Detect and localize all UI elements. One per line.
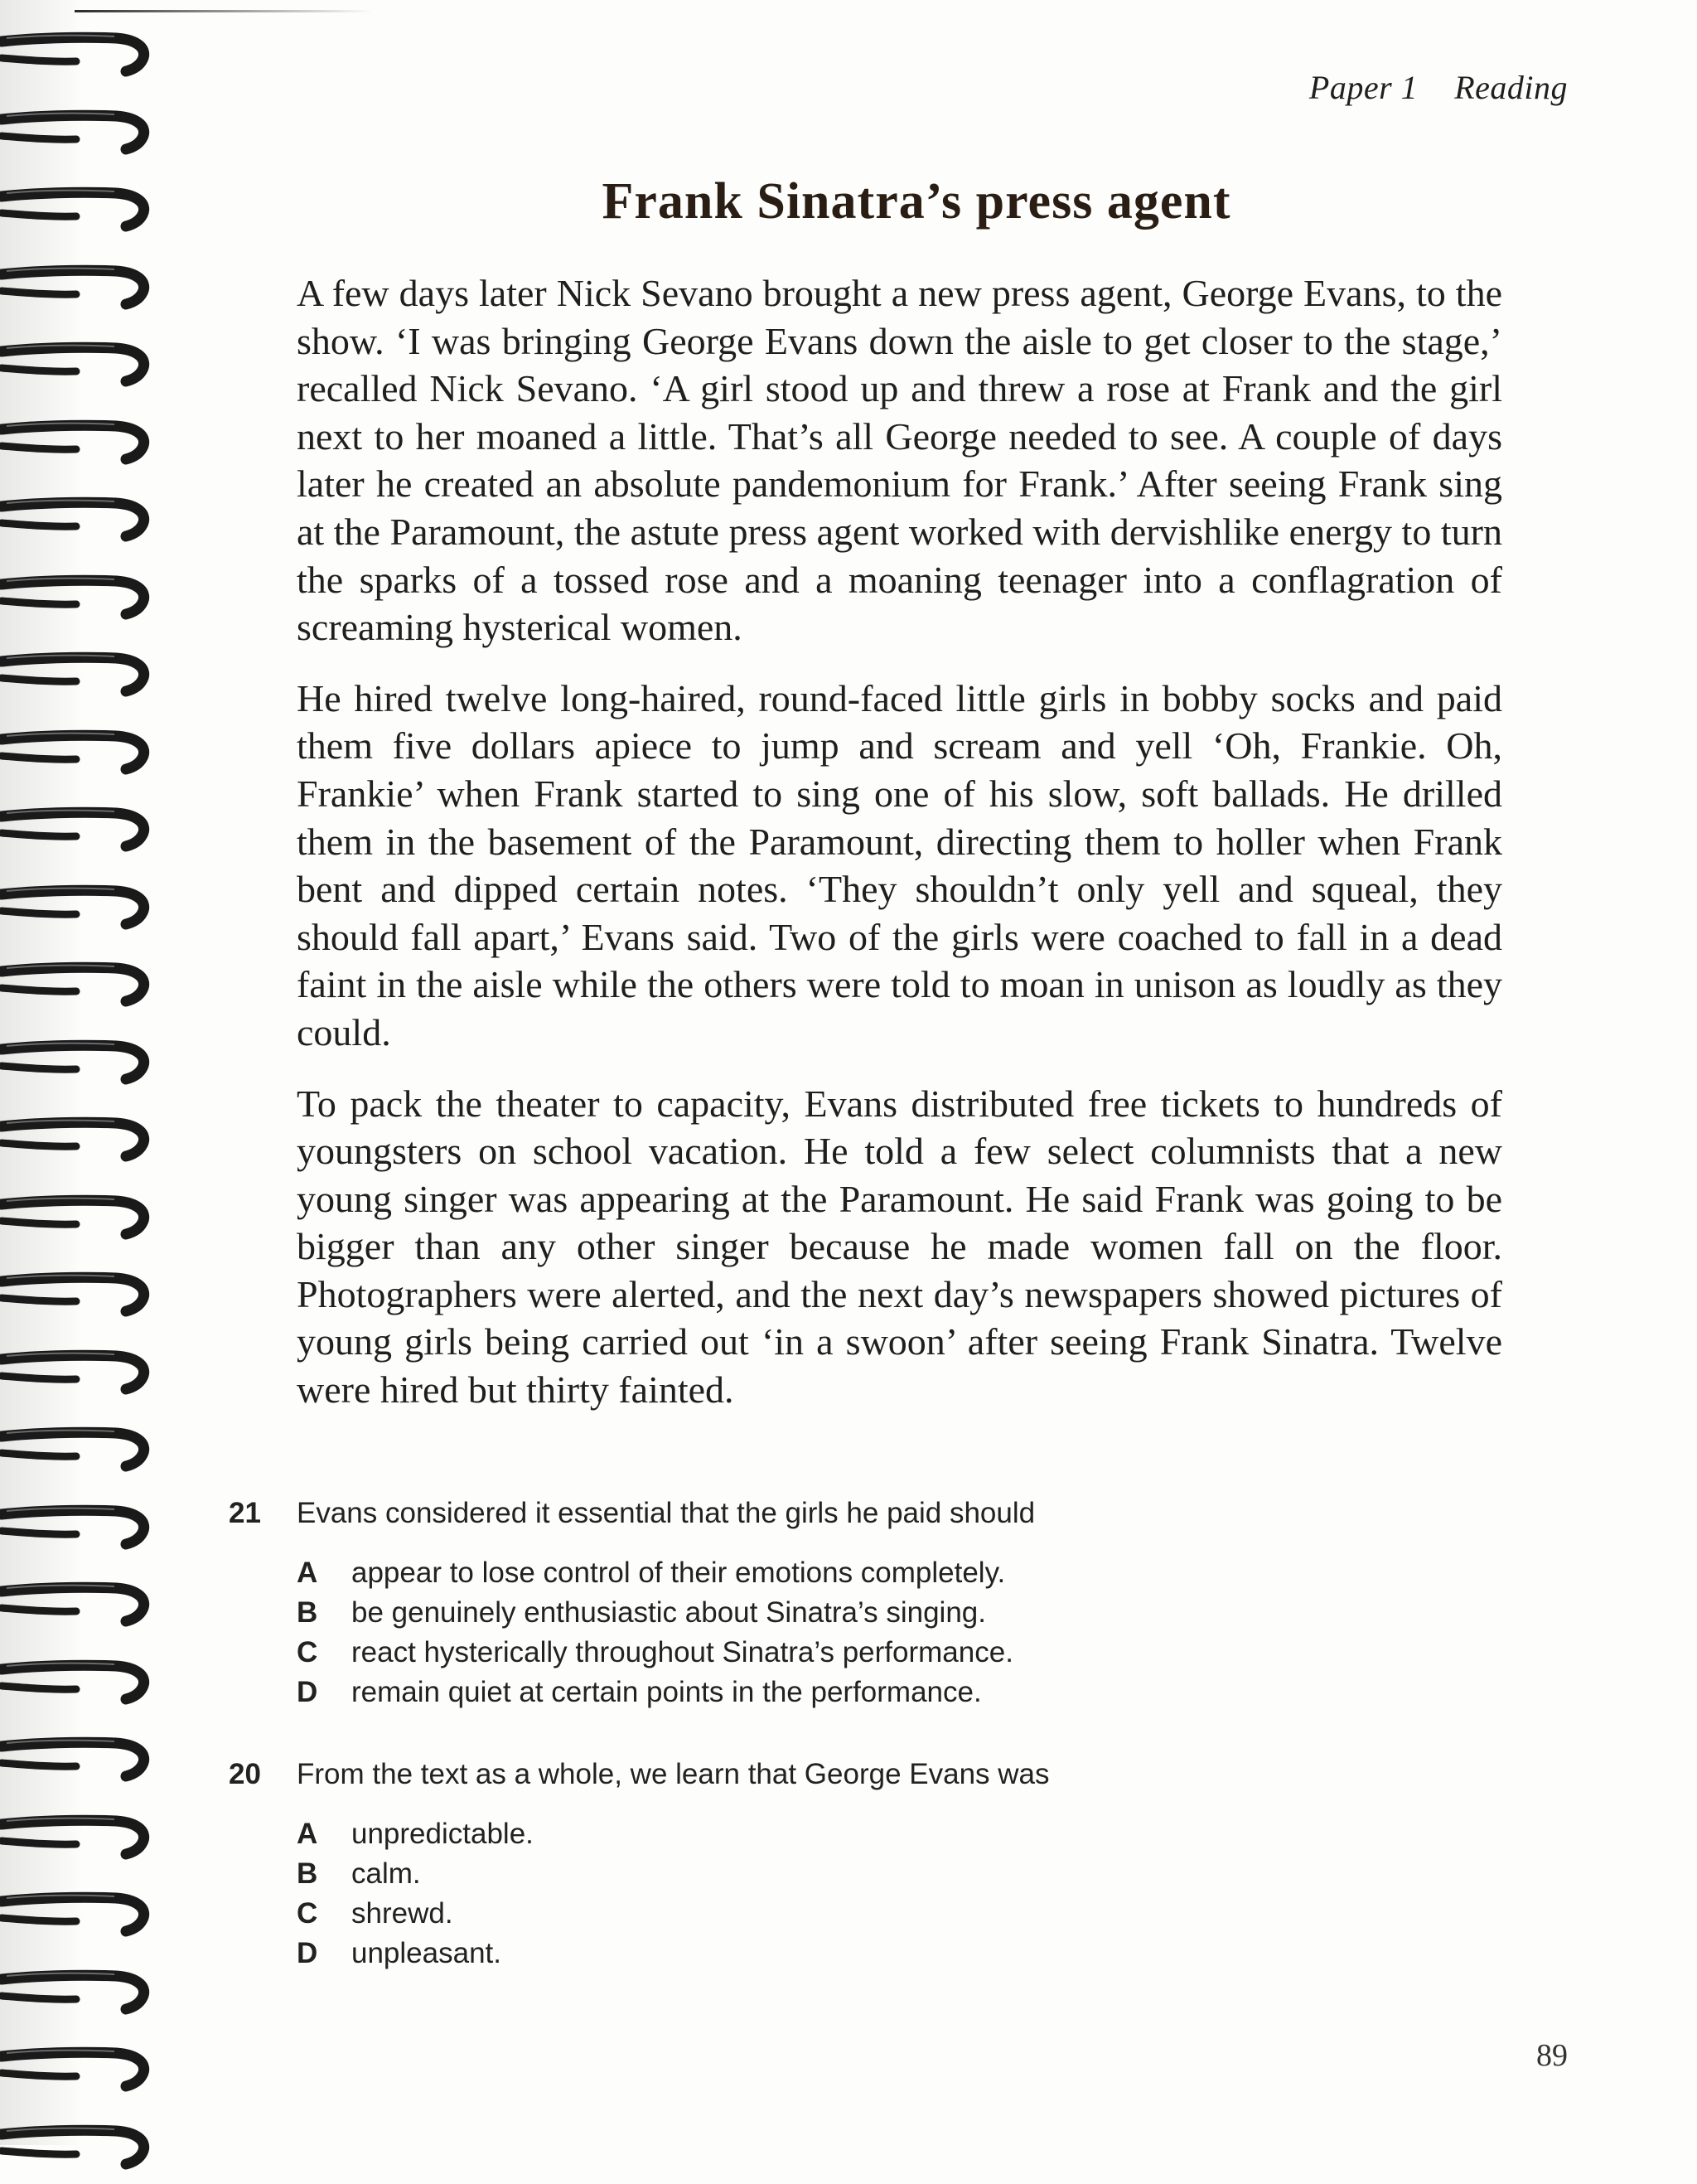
option-text: react hysterically throughout Sinatra’s performance. xyxy=(351,1636,1013,1668)
spiral-coil xyxy=(0,94,166,169)
spiral-binding xyxy=(0,0,166,2145)
option-text: calm. xyxy=(351,1857,421,1890)
article-paragraph: He hired twelve long-haired, round-faced little girls in bobby socks and paid them five dollars apiece to jump and scream and yell ‘Oh, Frankie. Oh, Frankie’ when Frank started to sing one of his slow, soft ballads. He drilled them in the basement of the Paramount, directing them to holler when Frank bent and dipped certain notes. ‘They shouldn’t only yell and squeal, they should fall apart,’ Evans said. Two of the girls were coached to fall in a dead faint in the aisle while the others were told to moan in unison as loudly as they could. xyxy=(297,676,1502,1053)
spiral-coil xyxy=(0,2109,166,2184)
spiral-coil xyxy=(0,1334,166,1409)
spiral-coil xyxy=(0,559,166,634)
option-text: remain quiet at certain points in the performance. xyxy=(351,1676,982,1708)
spiral-coil xyxy=(0,482,166,556)
spiral-coil xyxy=(0,1024,166,1099)
spiral-coil xyxy=(0,17,166,91)
question-stem: Evans considered it essential that the girls he paid should xyxy=(297,1497,1036,1529)
option-letter: B xyxy=(297,1596,318,1629)
option-letter: B xyxy=(297,1857,318,1890)
paper-label: Paper 1 xyxy=(1308,69,1419,106)
option-letter: A xyxy=(297,1818,318,1850)
option-text: be genuinely enthusiastic about Sinatra’s singing. xyxy=(351,1596,986,1629)
spiral-coil xyxy=(0,792,166,866)
option-text: shrewd. xyxy=(351,1897,453,1930)
option-text: unpleasant. xyxy=(351,1937,501,1969)
spiral-coil xyxy=(0,327,166,401)
option-letter: C xyxy=(297,1636,318,1668)
article-paragraph: A few days later Nick Sevano brought a new press agent, George Evans, to the show. ‘I was bringing George Evans down the aisle to get closer to the stage,’ recalled Nick Sevano. ‘A girl stood up and threw a rose at Frank and the girl next to her moaned a little. That’s all George needed to see. A couple of days later he created an absolute pandemonium for Frank.’ After seeing Frank sing at the Paramount, the astute press agent worked with dervishlike energy to turn the sparks of a tossed rose and a moaning teenager into a conflagration of screaming hysterical women. xyxy=(297,272,1502,649)
question-number: 20 xyxy=(229,1758,261,1790)
option-letter: A xyxy=(297,1557,318,1589)
spiral-coil xyxy=(0,1567,166,1641)
spiral-coil xyxy=(0,869,166,944)
article-body xyxy=(297,269,1502,1437)
spiral-coil xyxy=(0,1179,166,1254)
spiral-coil xyxy=(0,404,166,479)
spiral-coil xyxy=(0,1489,166,1564)
spiral-coil xyxy=(0,714,166,789)
spiral-coil xyxy=(0,1644,166,1719)
spiral-coil xyxy=(0,249,166,324)
question-number: 21 xyxy=(229,1497,261,1529)
spiral-coil xyxy=(0,947,166,1021)
option-letter: D xyxy=(297,1676,318,1708)
spiral-coil xyxy=(0,637,166,711)
spiral-coil xyxy=(0,1799,166,1874)
running-head xyxy=(1309,68,1568,107)
spiral-coil xyxy=(0,2031,166,2106)
page-number: 89 xyxy=(1536,2038,1568,2073)
option-text: unpredictable. xyxy=(351,1818,534,1850)
spiral-coil xyxy=(0,1722,166,1796)
spiral-coil xyxy=(0,1257,166,1331)
option-letter: D xyxy=(297,1937,318,1969)
spiral-coil xyxy=(0,1412,166,1486)
section-label: Reading xyxy=(1454,69,1568,106)
article-paragraph: To pack the theater to capacity, Evans distributed free tickets to hundreds of youngsters on school vacation. He told a few select columnists that a new young singer was appearing at the Paramount. He said Frank was going to be bigger than any other singer because he made women fall on the floor. Photographers were alerted, and the next day’s newspapers showed pictures of young girls being carried out ‘in a swoon’ after seeing Frank Sinatra. Twelve were hired but thirty fainted. xyxy=(297,1082,1502,1412)
option-letter: C xyxy=(297,1897,318,1930)
article-title: Frank Sinatra’s press agent xyxy=(602,173,1231,230)
spiral-coil xyxy=(0,1876,166,1951)
page-top-rule xyxy=(75,10,373,12)
spiral-coil xyxy=(0,1954,166,2029)
option-text: appear to lose control of their emotions completely. xyxy=(351,1557,1006,1589)
question-stem: From the text as a whole, we learn that George Evans was xyxy=(297,1758,1050,1790)
spiral-coil xyxy=(0,1102,166,1176)
